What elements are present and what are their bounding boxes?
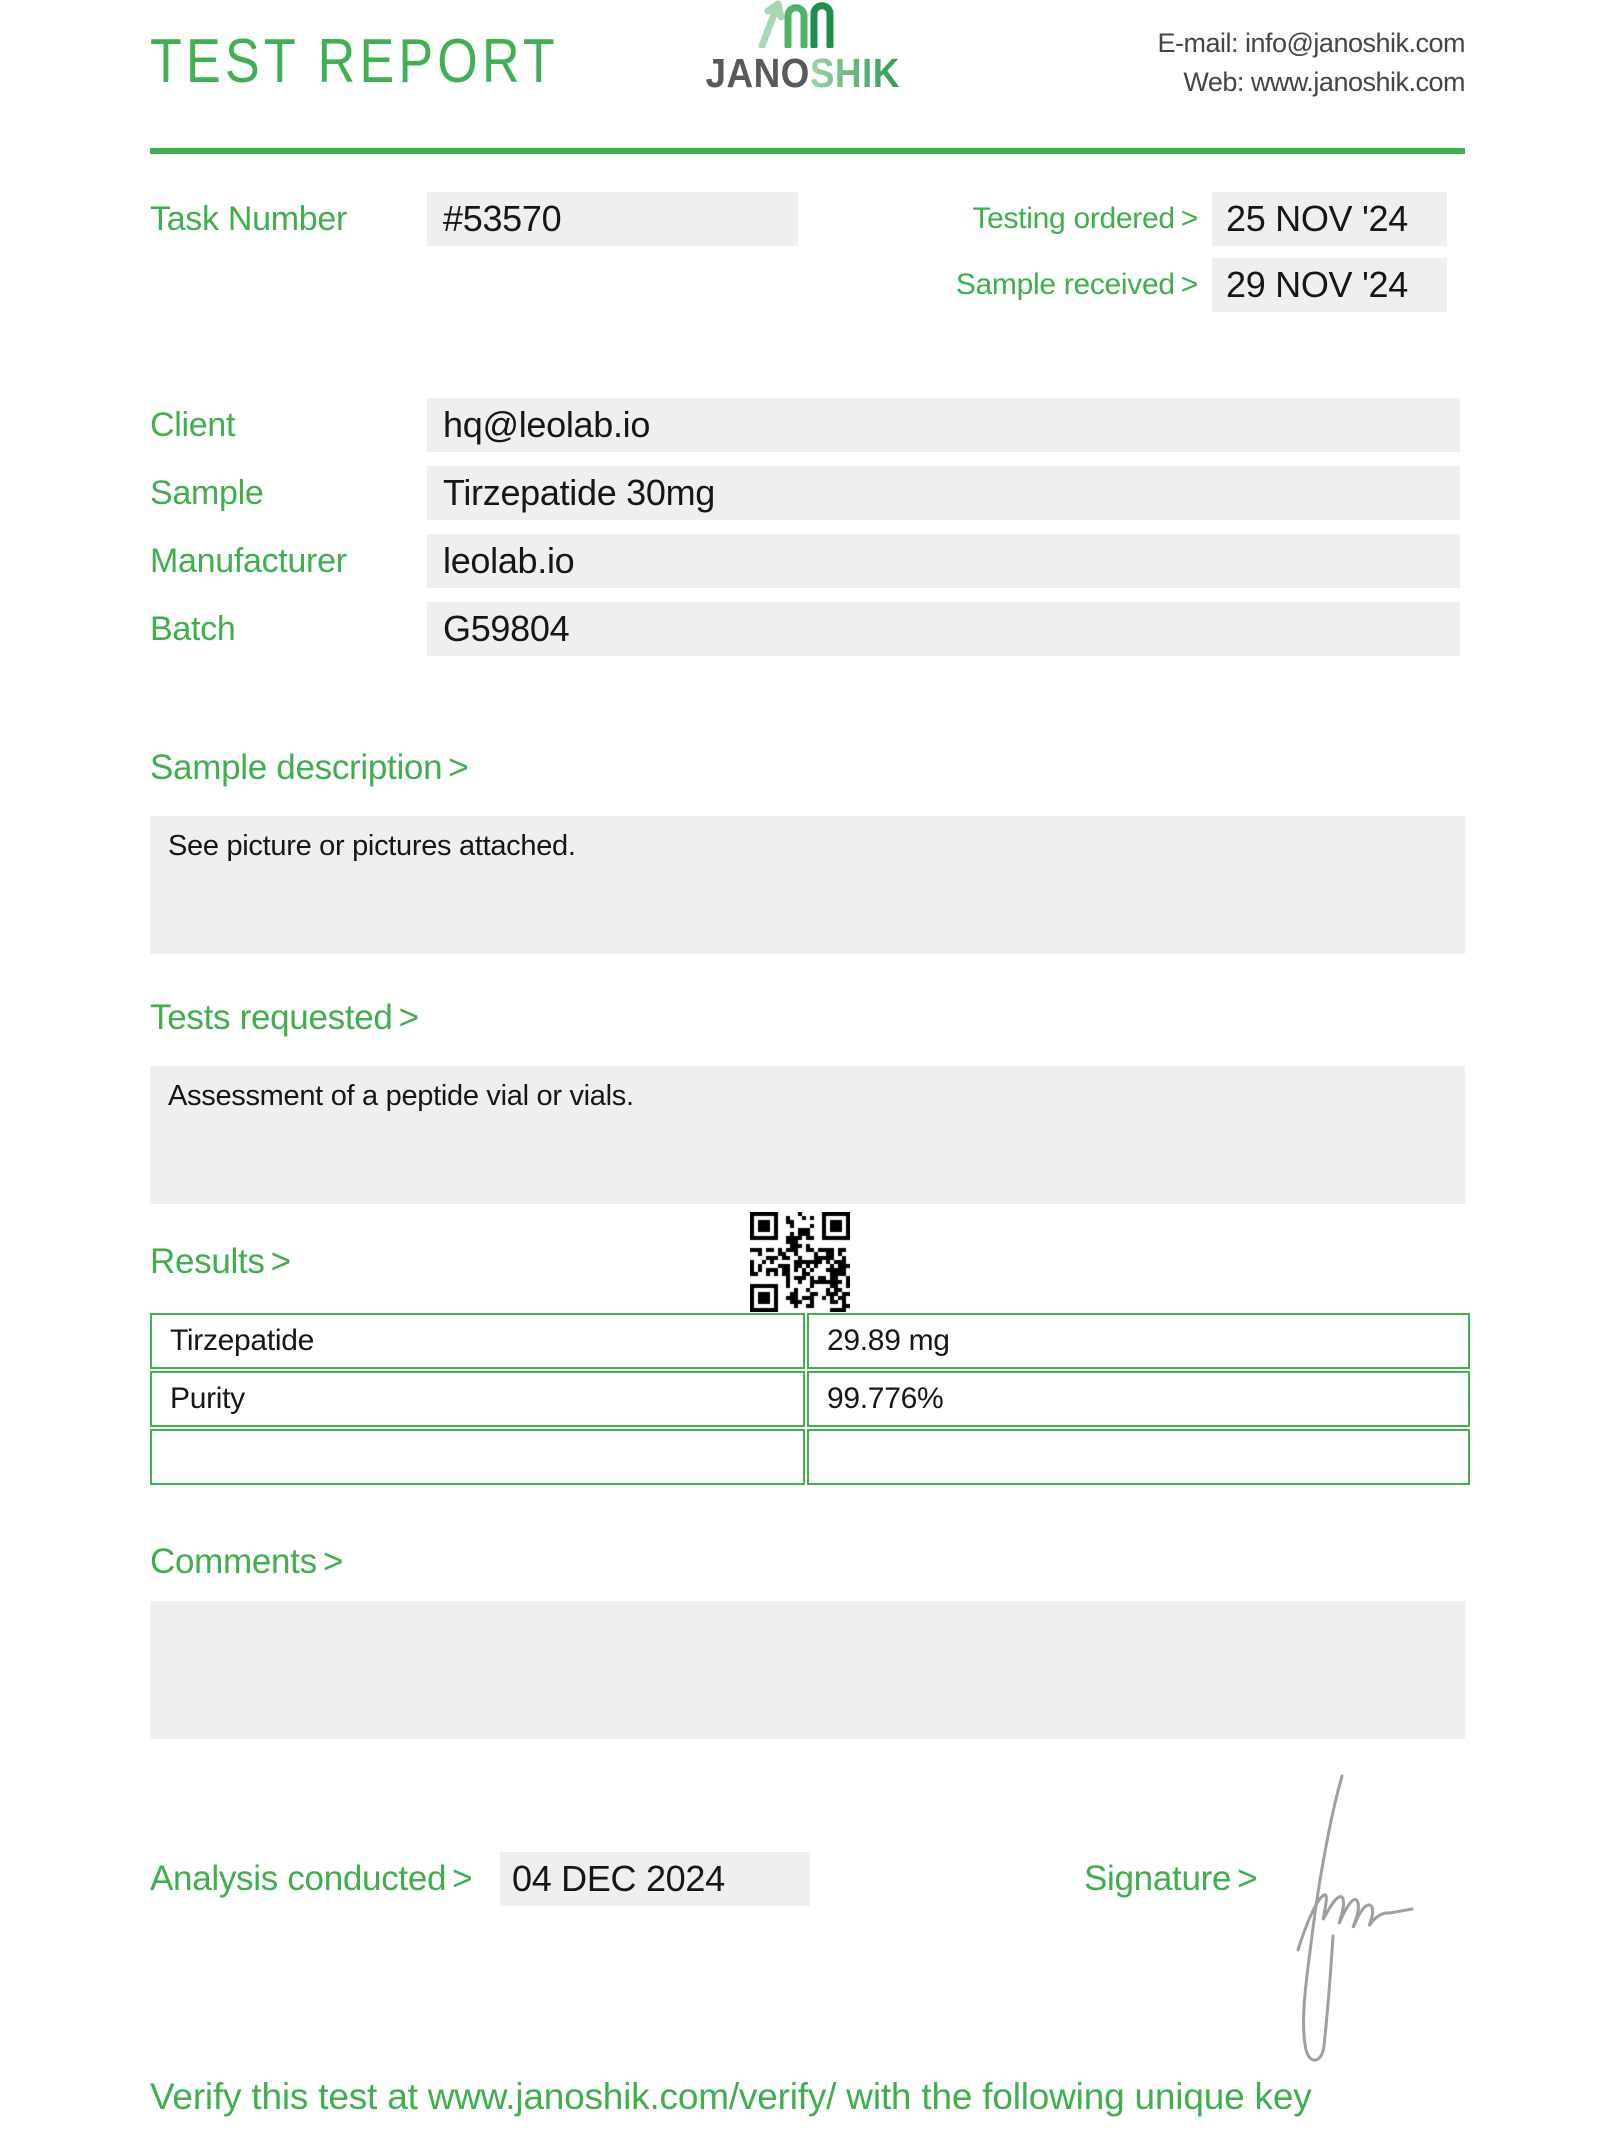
testing-ordered-row [880, 192, 1447, 246]
brand-logo [695, 0, 905, 97]
signature-label: Signature > [1084, 1852, 1263, 1906]
field-row-manufacturer [150, 534, 1460, 588]
table-row [150, 1371, 1470, 1427]
results-value-cell [807, 1429, 1470, 1485]
tests-requested-box: Assessment of a peptide vial or vials. [150, 1066, 1465, 1204]
chevron-right-icon: > [452, 1859, 473, 1898]
testing-ordered-label: Testing ordered > [880, 192, 1204, 246]
task-number-label: Task Number [150, 200, 347, 238]
comments-box [150, 1601, 1465, 1739]
contact-web-line [1157, 63, 1465, 102]
sample-description-heading: Sample description > [150, 748, 474, 788]
table-row [150, 1429, 1470, 1485]
chevron-right-icon: > [322, 1542, 343, 1581]
client-value: hq@leolab.io [427, 398, 1460, 452]
email-label: E-mail: [1157, 28, 1238, 58]
web-label: Web: [1183, 67, 1244, 97]
qr-code [750, 1212, 850, 1312]
brand-name-gray: JANO [705, 50, 810, 96]
batch-label: Batch [150, 610, 236, 648]
sample-value: Tirzepatide 30mg [427, 466, 1460, 520]
results-analyte-cell: Purity [150, 1371, 805, 1427]
web-value: www.janoshik.com [1250, 67, 1465, 97]
batch-value: G59804 [427, 602, 1460, 656]
sample-received-row [880, 258, 1447, 312]
results-heading: Results > [150, 1242, 297, 1282]
task-number-value-box [427, 192, 798, 246]
sample-received-label: Sample received > [880, 258, 1204, 312]
chevron-right-icon: > [1180, 202, 1198, 235]
field-row-batch [150, 602, 1460, 656]
handwritten-signature [1240, 1768, 1460, 2068]
manufacturer-value: leolab.io [427, 534, 1460, 588]
testing-ordered-value: 25 NOV '24 [1212, 192, 1447, 246]
field-row-client [150, 398, 1460, 452]
chevron-right-icon: > [270, 1242, 291, 1281]
manufacturer-label: Manufacturer [150, 542, 347, 580]
task-number-value: #53570 [443, 198, 562, 239]
contact-email-line [1157, 24, 1465, 63]
results-analyte-cell: Tirzepatide [150, 1313, 805, 1369]
email-value: info@janoshik.com [1244, 28, 1465, 58]
page-title: TEST REPORT [150, 27, 559, 96]
janoshik-arrows-icon [740, 0, 860, 48]
chevron-right-icon: > [398, 998, 419, 1037]
sample-received-value: 29 NOV '24 [1212, 258, 1447, 312]
sample-info-block [150, 398, 1460, 670]
header-divider [150, 148, 1465, 154]
chevron-right-icon: > [1180, 268, 1198, 301]
brand-wordmark [705, 50, 900, 97]
chevron-right-icon: > [1237, 1859, 1258, 1898]
sample-description-box: See picture or pictures attached. [150, 816, 1465, 954]
verify-footer-text: Verify this test at www.janoshik.com/verify/ with the following unique key [150, 2076, 1312, 2117]
analysis-date-box: 04 DEC 2024 [500, 1852, 810, 1906]
results-value-cell: 29.89 mg [807, 1313, 1470, 1369]
brand-name-green: SHIK [809, 50, 900, 96]
field-row-sample [150, 466, 1460, 520]
comments-heading: Comments > [150, 1542, 349, 1582]
table-row [150, 1313, 1470, 1369]
client-label: Client [150, 406, 236, 444]
sample-label: Sample [150, 474, 264, 512]
chevron-right-icon: > [448, 748, 469, 787]
tests-requested-heading: Tests requested > [150, 998, 425, 1038]
results-table [150, 1313, 1470, 1487]
analysis-conducted-label: Analysis conducted > [150, 1852, 478, 1906]
results-analyte-cell [150, 1429, 805, 1485]
contact-info [1157, 24, 1465, 102]
results-value-cell: 99.776% [807, 1371, 1470, 1427]
